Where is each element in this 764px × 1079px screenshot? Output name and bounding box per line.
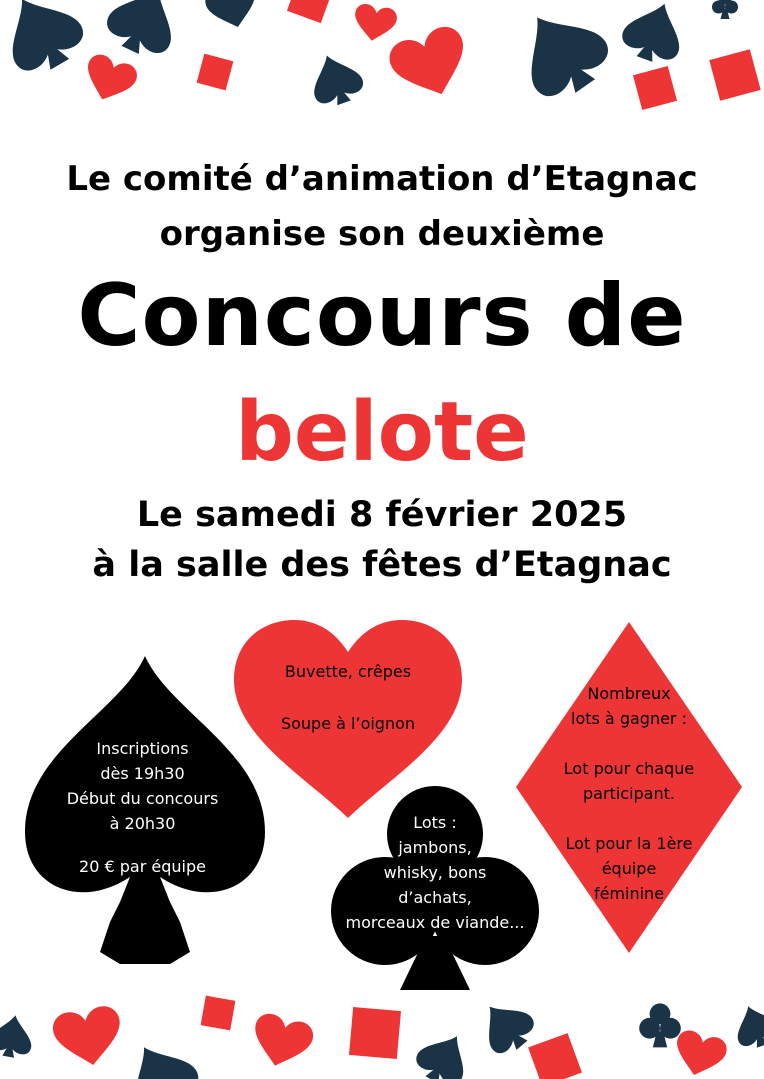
heart-icon: [203, 0, 263, 34]
spade-icon: [617, 0, 692, 69]
spade-info-line-4: à 20h30: [109, 814, 176, 833]
diamond-info-line-2: lots à gagner :: [571, 709, 687, 728]
spade-icon: [503, 0, 620, 110]
spade-icon: [0, 0, 93, 83]
diamond-icon: [709, 49, 760, 100]
top-suits-decoration: [0, 0, 764, 120]
club-icon: [639, 1003, 681, 1047]
event-place: à la salle des fêtes d’Etagnac: [92, 545, 672, 585]
event-details: [0, 490, 764, 590]
diamond-info-line-3: Lot pour chaque: [563, 759, 695, 778]
diamond-info-line-6: équipe: [601, 859, 657, 878]
bottom-suits-decoration: [0, 995, 764, 1079]
heart-info-text: [248, 659, 448, 736]
club-icon: [712, 0, 738, 19]
intro-text: [0, 152, 764, 262]
heart-icon: [50, 1004, 126, 1071]
spade-info-price: 20 € par équipe: [79, 857, 206, 876]
heart-icon: [385, 22, 478, 107]
diamond-info-line-5: Lot pour la 1ère: [565, 834, 693, 853]
spade-icon: [303, 47, 368, 112]
club-info-line-3: whisky, bons: [383, 863, 487, 882]
spade-icon: [115, 1030, 207, 1079]
heart-info-line-1: Buvette, crêpes: [284, 662, 412, 681]
diamond-icon: [349, 1007, 401, 1059]
intro-line-1: Le comité d’animation d’Etagnac: [66, 159, 698, 199]
club-info-line-5: morceaux de viande...: [345, 913, 525, 932]
club-info-line-1: Lots :: [413, 813, 457, 832]
diamond-info-line-7: féminine: [593, 884, 665, 903]
spade-info-line-2: dès 19h30: [100, 764, 185, 783]
diamond-info-text: [534, 681, 724, 906]
title-line-1: Concours de: [77, 266, 687, 366]
heart-icon: [670, 1028, 730, 1079]
spade-icon: [410, 1024, 479, 1079]
spade-info-text: [40, 736, 245, 879]
event-date: Le samedi 8 février 2025: [136, 495, 628, 535]
club-info-line-2: jambons,: [398, 838, 472, 857]
diamond-info-line-1: Nombreux: [587, 684, 671, 703]
heart-icon: [247, 1011, 317, 1074]
club-info-line-4: d’achats,: [398, 888, 472, 907]
club-info-text: [330, 810, 540, 935]
spade-info-line-3: Début du concours: [66, 789, 219, 808]
spade-info-line-1: Inscriptions: [96, 739, 189, 758]
heart-info-line-2: Soupe à l’oignon: [280, 714, 416, 733]
diamond-icon: [528, 1033, 582, 1079]
title-line-2: belote: [235, 385, 529, 480]
spade-icon: [100, 0, 189, 64]
diamond-icon: [633, 66, 677, 110]
diamond-icon: [201, 996, 236, 1031]
diamond-icon: [197, 54, 234, 91]
heart-icon: [79, 51, 141, 108]
diamond-icon: [287, 0, 333, 23]
intro-line-2: organise son deuxième: [159, 214, 605, 254]
spade-icon: [728, 999, 764, 1053]
diamond-info-line-4: participant.: [583, 784, 675, 803]
spade-icon: [0, 1012, 36, 1061]
heart-icon: [351, 2, 398, 44]
